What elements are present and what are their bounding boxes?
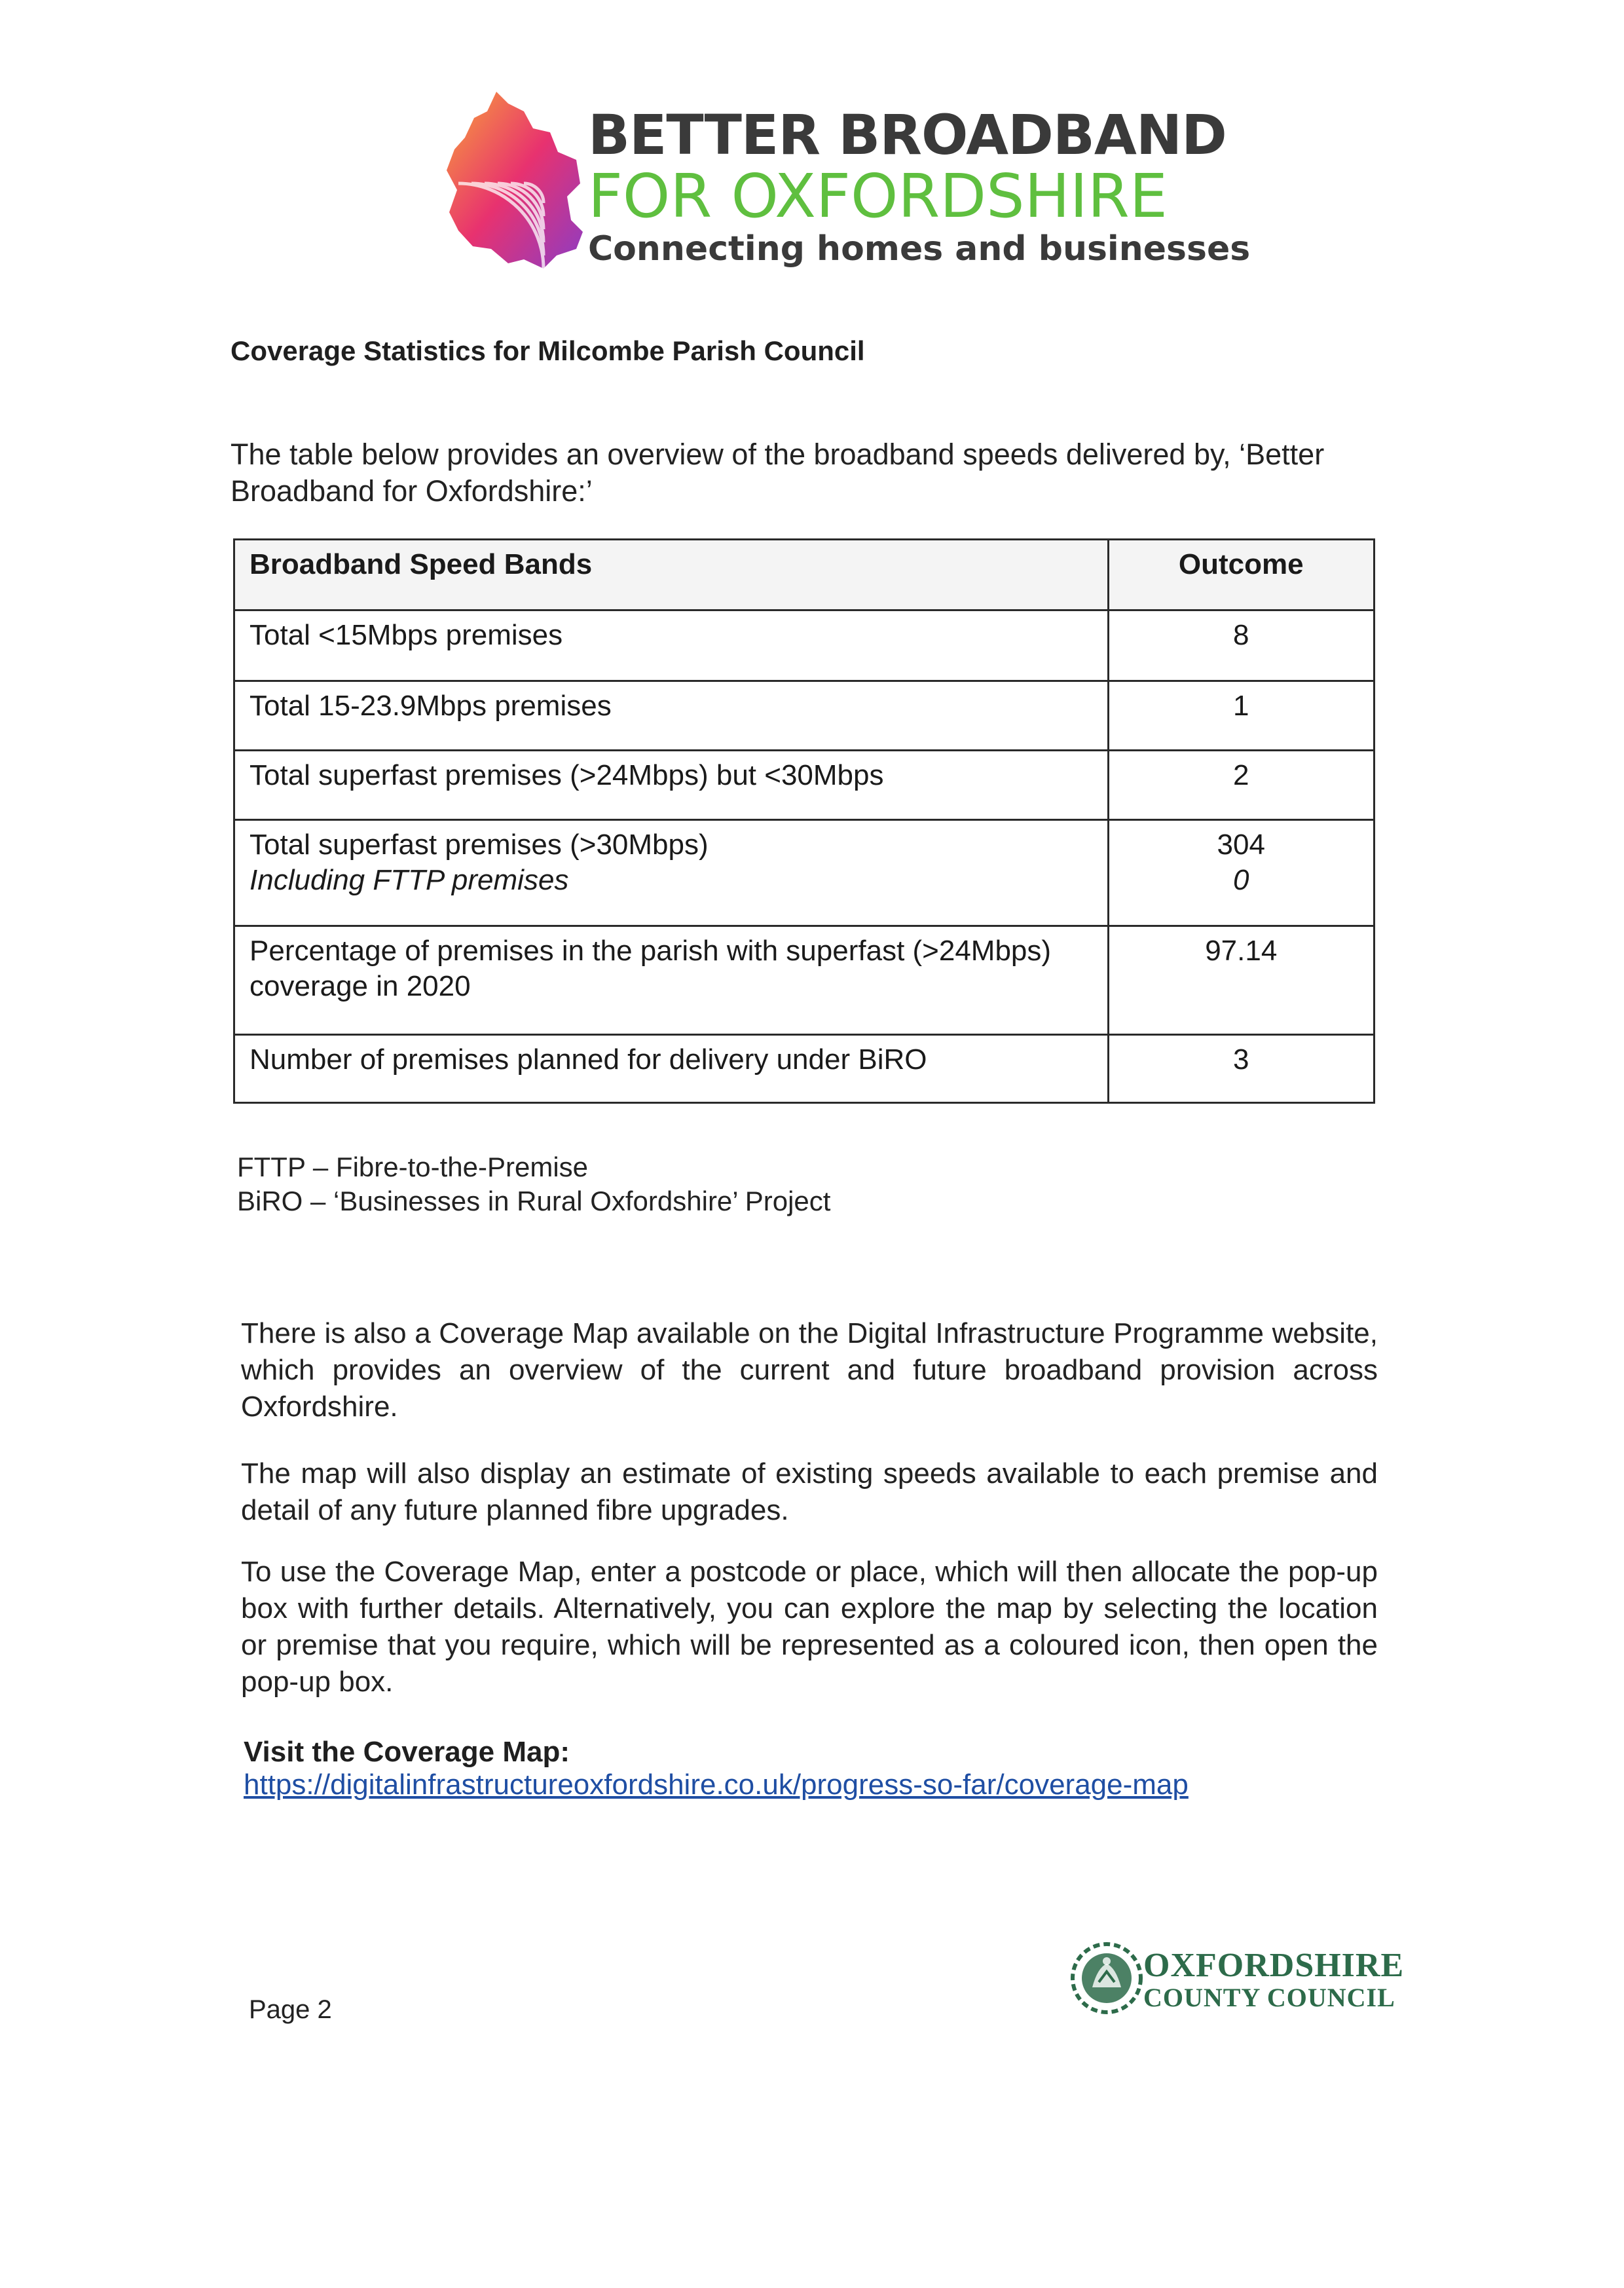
outcome-value: 304 — [1217, 829, 1265, 861]
band-subtext: Including FTTP premises — [249, 864, 569, 896]
table-row — [234, 751, 1375, 820]
band-cell: Total <15Mbps premises — [234, 610, 1109, 681]
page-number: Page 2 — [249, 1995, 332, 2024]
coverage-map-link[interactable]: https://digitalinfrastructureoxfordshire.co.uk/progress-so-far/coverage-map — [244, 1769, 1189, 1801]
intro-paragraph: The table below provides an overview of the broadband speeds delivered by, ‘Better Broadband for Oxfordshire:’ — [231, 438, 1325, 508]
outcome-cell: 1 — [1108, 681, 1374, 751]
band-cell — [234, 820, 1109, 926]
abbreviation-biro: BiRO – ‘Businesses in Rural Oxfordshire’ Project — [237, 1186, 831, 1216]
outcome-subvalue: 0 — [1233, 864, 1249, 896]
oxfordshire-map-icon — [445, 92, 596, 269]
table-row — [234, 820, 1375, 926]
table-row — [234, 681, 1375, 751]
outcome-cell: 97.14 — [1108, 926, 1374, 1035]
usage-paragraph: To use the Coverage Map, enter a postcode or place, which will then allocate the pop-up box with further details. Alternatively, you can explore the map by selecting the location or premise that you require, which will be represented as a coloured icon, then open the pop-up box. — [241, 1556, 1378, 1698]
page-title: Coverage Statistics for Milcombe Parish Council — [231, 335, 865, 366]
table-row — [234, 926, 1375, 1035]
table-header-row — [234, 540, 1375, 610]
outcome-cell — [1108, 820, 1374, 926]
header-band: Broadband Speed Bands — [234, 540, 1109, 610]
band-text: Total superfast premises (>30Mbps) — [249, 829, 709, 861]
band-cell: Number of premises planned for delivery under BiRO — [234, 1035, 1109, 1103]
band-cell: Percentage of premises in the parish with superfast (>24Mbps) coverage in 2020 — [234, 926, 1109, 1035]
map-detail-paragraph: The map will also display an estimate of existing speeds available to each premise and detail of any future planned fibre upgrades. — [241, 1457, 1378, 1526]
table-row — [234, 610, 1375, 681]
council-subname: COUNTY COUNCIL — [1143, 1983, 1395, 2012]
logo-title: BETTER BROADBAND — [588, 103, 1227, 167]
council-logo — [1069, 1939, 1409, 2017]
abbreviation-fttp: FTTP – Fibre-to-the-Premise — [237, 1152, 589, 1182]
council-name: OXFORDSHIRE — [1143, 1947, 1405, 1984]
better-broadband-logo — [445, 92, 1251, 269]
logo-subtitle: FOR OXFORDSHIRE — [588, 161, 1168, 231]
coverage-table — [233, 538, 1375, 1104]
abbreviations — [237, 1150, 830, 1218]
outcome-cell: 2 — [1108, 751, 1374, 820]
logo-tagline: Connecting homes and businesses — [588, 229, 1251, 269]
visit-label: Visit the Coverage Map: — [244, 1736, 570, 1768]
band-cell: Total superfast premises (>24Mbps) but <30Mbps — [234, 751, 1109, 820]
outcome-cell: 8 — [1108, 610, 1374, 681]
council-crest-icon — [1069, 1941, 1145, 2015]
outcome-cell: 3 — [1108, 1035, 1374, 1103]
header-outcome: Outcome — [1108, 540, 1374, 610]
band-cell: Total 15-23.9Mbps premises — [234, 681, 1109, 751]
coverage-map-paragraph: There is also a Coverage Map available on the Digital Infrastructure Programme website, which provides an overview of the current and future broadband provision across Oxfordshire. — [241, 1317, 1378, 1423]
table-row — [234, 1035, 1375, 1103]
